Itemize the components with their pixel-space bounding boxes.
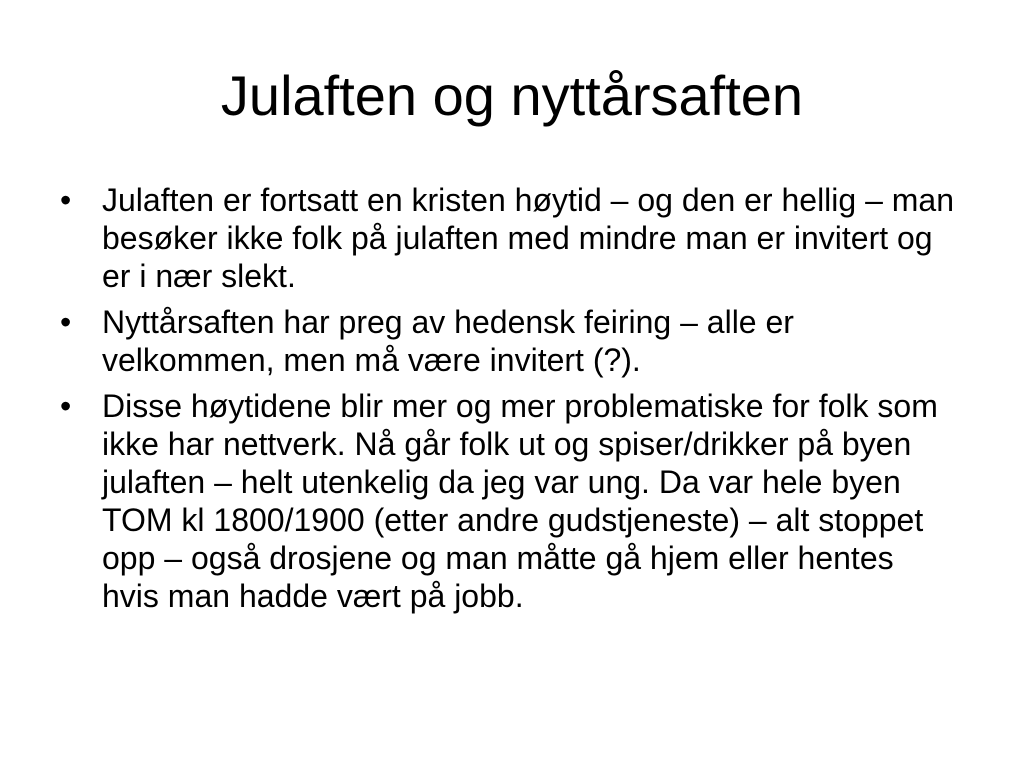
bullet-text: Nyttårsaften har preg av hedensk feiring – alle er velkommen, men må være invitert (?).	[102, 304, 794, 378]
bullet-item	[58, 387, 958, 615]
bullet-list	[58, 181, 958, 623]
bullet-marker-icon: •	[60, 304, 72, 340]
bullet-marker-icon: •	[60, 388, 72, 424]
bullet-item	[58, 303, 958, 379]
bullet-marker-icon: •	[60, 182, 72, 218]
slide-title: Julaften og nyttårsaften	[220, 64, 804, 127]
bullet-text: Julaften er fortsatt en kristen høytid – og den er hellig – man besøker ikke folk på julaften med mindre man er invitert og er i nær slekt.	[102, 182, 955, 294]
bullet-text: Disse høytidene blir mer og mer problematiske for folk som ikke har nettverk. Nå går folk ut og spiser/drikker på byen julaften – helt utenkelig da jeg var ung. Da var hele byen TOM kl 1800/1900 (etter andre gudstjeneste) – alt stoppet opp – også drosjene og man måtte gå hjem eller hentes hvis man hadde vært på jobb.	[102, 388, 938, 614]
bullet-item	[58, 181, 958, 295]
